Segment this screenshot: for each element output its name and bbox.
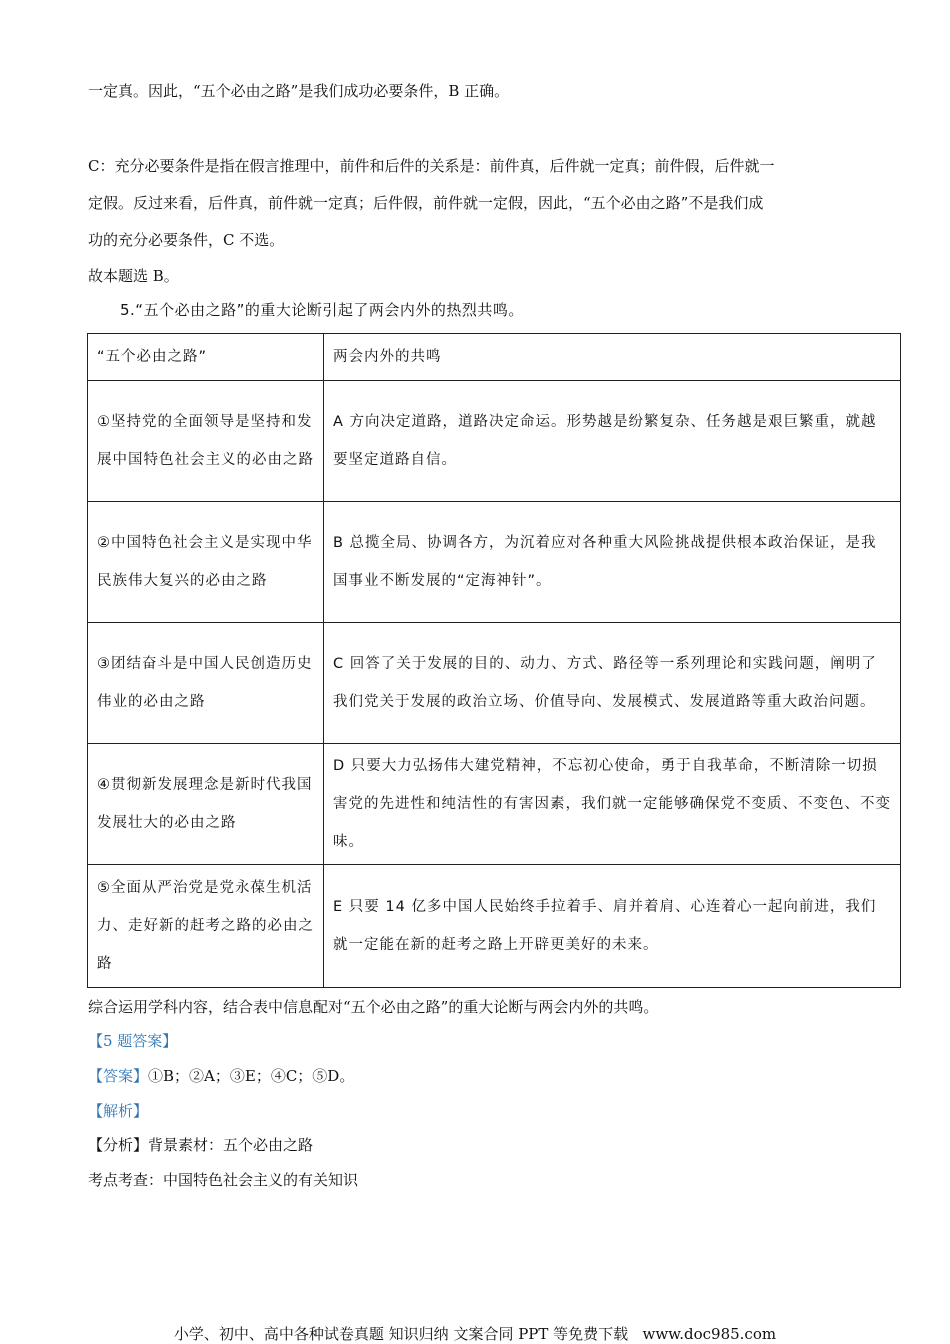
question-5-stem: 5.“五个必由之路”的重大论断引起了两会内外的热烈共鸣。	[120, 301, 524, 319]
table-cell-right: A 方向决定道路，道路决定命运。形势越是纷繁复杂、任务越是艰巨繁重，就越要坚定道路自信。	[324, 381, 901, 502]
answer-label: 【答案】	[88, 1067, 149, 1085]
text-line-4: 功的充分必要条件，C 不选。	[88, 231, 285, 249]
table-row	[88, 502, 901, 623]
point-line: 考点考查：中国特色社会主义的有关知识	[88, 1171, 359, 1189]
answer-heading: 【5 题答案】	[88, 1032, 178, 1050]
analysis-heading: 【解析】	[88, 1102, 149, 1120]
answer-line	[88, 1066, 354, 1086]
analysis-line: 【分析】背景素材：五个必由之路	[88, 1136, 314, 1154]
table-header-cell: 两会内外的共鸣	[324, 334, 901, 381]
text-line-3: 定假。反过来看，后件真，前件就一定真；后件假，前件就一定假，因此，“五个必由之路”不是我们成	[88, 194, 764, 212]
table-cell-right: D 只要大力弘扬伟大建党精神，不忘初心使命，勇于自我革命，不断清除一切损害党的先进性和纯洁性的有害因素，我们就一定能够确保党不变质、不变色、不变味。	[324, 744, 901, 865]
footer-url[interactable]: www.doc985.com	[642, 1325, 777, 1343]
text-line-5: 故本题选 B。	[88, 267, 179, 285]
page-footer	[0, 1324, 950, 1344]
table-row	[88, 381, 901, 502]
table-row	[88, 865, 901, 988]
table-cell-right: E 只要 14 亿多中国人民始终手拉着手、肩并着肩、心连着心一起向前进，我们就一定能在新的赶考之路上开辟更美好的未来。	[324, 865, 901, 988]
text-line-1: 一定真。因此，“五个必由之路”是我们成功必要条件，B 正确。	[88, 82, 510, 100]
table-cell-right: C 回答了关于发展的目的、动力、方式、路径等一系列理论和实践问题，阐明了我们党关于发展的政治立场、价值导向、发展模式、发展道路等重大政治问题。	[324, 623, 901, 744]
footer-text: 小学、初中、高中各种试卷真题 知识归纳 文案合同 PPT 等免费下载	[173, 1325, 629, 1343]
answer-text: ①B；②A；③E；④C；⑤D。	[148, 1067, 355, 1085]
table-cell-left: ③团结奋斗是中国人民创造历史伟业的必由之路	[88, 623, 324, 744]
table-cell-left: ⑤全面从严治党是党永葆生机活力、走好新的赶考之路的必由之路	[88, 865, 324, 988]
matching-table	[87, 333, 901, 988]
table-header-row	[88, 334, 901, 381]
table-cell-left: ④贯彻新发展理念是新时代我国发展壮大的必由之路	[88, 744, 324, 865]
table-cell-left: ②中国特色社会主义是实现中华民族伟大复兴的必由之路	[88, 502, 324, 623]
table-cell-left: ①坚持党的全面领导是坚持和发展中国特色社会主义的必由之路	[88, 381, 324, 502]
question-5-instruction: 综合运用学科内容，结合表中信息配对“五个必由之路”的重大论断与两会内外的共鸣。	[88, 998, 659, 1016]
table-row	[88, 744, 901, 865]
text-line-2: C：充分必要条件是指在假言推理中，前件和后件的关系是：前件真，后件就一定真；前件假，后件就一	[88, 157, 775, 175]
table-header-cell: “五个必由之路”	[88, 334, 324, 381]
table-cell-right: B 总揽全局、协调各方，为沉着应对各种重大风险挑战提供根本政治保证，是我国事业不断发展的“定海神针”。	[324, 502, 901, 623]
table-row	[88, 623, 901, 744]
